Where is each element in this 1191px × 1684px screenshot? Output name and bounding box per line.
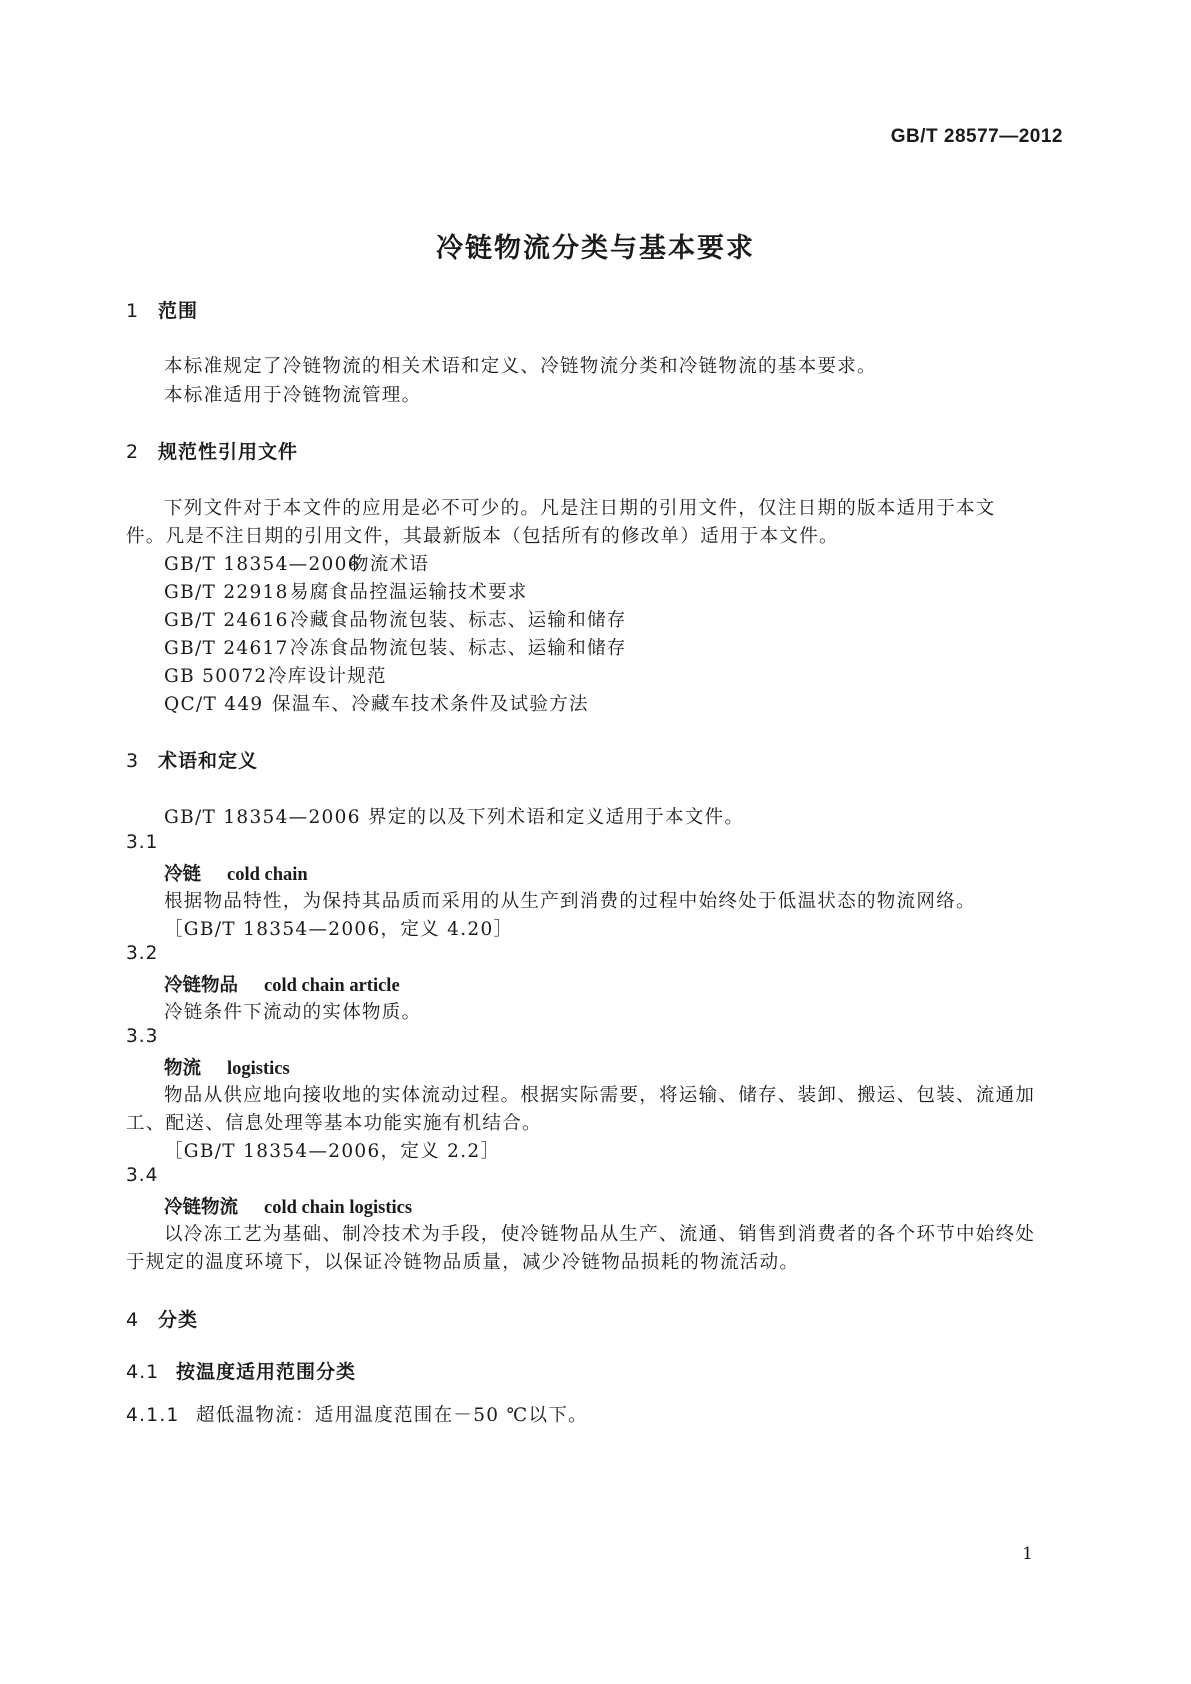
- reference-title: 冷库设计规范: [268, 666, 387, 687]
- section-number: 3: [126, 750, 140, 772]
- subsection-title: 按温度适用范围分类: [176, 1361, 357, 1383]
- paragraph: 本标准适用于冷链物流管理。: [164, 385, 422, 406]
- reference-item: [164, 690, 589, 716]
- reference-title: 物流术语: [350, 554, 430, 575]
- clause-number: 3.4: [126, 1165, 159, 1186]
- page-number: 1: [1022, 1544, 1033, 1564]
- term-heading: [164, 1054, 290, 1080]
- reference-item: [164, 634, 627, 660]
- clause-number: 3.3: [126, 1026, 159, 1047]
- section-number: 1: [126, 300, 140, 322]
- reference-title: 保温车、冷藏车技术条件及试验方法: [272, 694, 589, 715]
- reference-item: [164, 550, 429, 576]
- section-title: 范围: [158, 300, 199, 322]
- term-english: logistics: [227, 1059, 290, 1079]
- term-definition-continued: 于规定的温度环境下，以保证冷链物品质量，减少冷链物品损耗的物流活动。: [126, 1252, 800, 1273]
- section-title: 术语和定义: [158, 750, 259, 772]
- reference-code: GB/T 18354—2006: [164, 554, 361, 575]
- section-2-heading: [126, 437, 298, 464]
- reference-title: 易腐食品控温运输技术要求: [290, 582, 528, 603]
- section-number: 2: [126, 441, 140, 463]
- reference-title: 冷藏食品物流包装、标志、运输和储存: [290, 610, 627, 631]
- section-title: 规范性引用文件: [158, 441, 299, 463]
- paragraph: 下列文件对于本文件的应用是必不可少的。凡是注日期的引用文件，仅注日期的版本适用于本文: [164, 498, 996, 519]
- section-1-heading: [126, 296, 198, 323]
- clause-number: 3.1: [126, 832, 159, 853]
- reference-title: 冷冻食品物流包装、标志、运输和储存: [290, 638, 627, 659]
- reference-item: [164, 578, 528, 604]
- term-definition: 冷链条件下流动的实体物质。: [164, 1002, 422, 1023]
- term-definition-continued: 工、配送、信息处理等基本功能实施有机结合。: [126, 1113, 542, 1134]
- section-title: 分类: [158, 1309, 199, 1331]
- reference-code: GB/T 24616: [164, 610, 289, 631]
- term-english: cold chain article: [264, 976, 400, 996]
- term-english: cold chain: [227, 865, 308, 885]
- term-heading: [164, 860, 308, 886]
- term-definition: 根据物品特性，为保持其品质而采用的从生产到消费的过程中始终处于低温状态的物流网络。: [164, 891, 976, 912]
- section-3-heading: [126, 746, 258, 773]
- term-chinese: 冷链物品: [164, 975, 239, 996]
- term-heading: [164, 1193, 412, 1219]
- section-4-heading: [126, 1305, 198, 1332]
- standard-number: GB/T 28577—2012: [890, 126, 1063, 147]
- subsection-number: 4.1: [126, 1361, 160, 1383]
- clause-number: 4.1.1: [126, 1405, 180, 1426]
- clause-number: 3.2: [126, 943, 159, 964]
- term-source: ［GB/T 18354—2006，定义 2.2］: [164, 1141, 501, 1162]
- term-chinese: 冷链: [164, 864, 202, 885]
- clause-4-1-1: [126, 1401, 588, 1427]
- paragraph-continued: 件。凡是不注日期的引用文件，其最新版本（包括所有的修改单）适用于本文件。: [126, 526, 839, 547]
- reference-code: GB 50072: [164, 666, 268, 687]
- reference-item: [164, 662, 387, 688]
- reference-code: GB/T 22918: [164, 582, 289, 603]
- paragraph: 本标准规定了冷链物流的相关术语和定义、冷链物流分类和冷链物流的基本要求。: [164, 356, 877, 377]
- term-definition: 以冷冻工艺为基础、制冷技术为手段，使冷链物品从生产、流通、销售到消费者的各个环节中始终处: [164, 1224, 1036, 1245]
- reference-item: [164, 606, 627, 632]
- subsection-4-1-heading: [126, 1357, 356, 1384]
- term-chinese: 物流: [164, 1058, 202, 1079]
- paragraph: GB/T 18354—2006 界定的以及下列术语和定义适用于本文件。: [164, 807, 745, 828]
- section-number: 4: [126, 1309, 140, 1331]
- term-heading: [164, 971, 400, 997]
- reference-code: QC/T 449: [164, 694, 264, 715]
- term-definition: 物品从供应地向接收地的实体流动过程。根据实际需要，将运输、储存、装卸、搬运、包装、流通加: [164, 1085, 1036, 1106]
- term-english: cold chain logistics: [264, 1198, 413, 1218]
- term-chinese: 冷链物流: [164, 1197, 239, 1218]
- clause-text: 超低温物流：适用温度范围在－50 ℃以下。: [196, 1405, 588, 1426]
- document-title: 冷链物流分类与基本要求: [436, 233, 755, 264]
- reference-code: GB/T 24617: [164, 638, 289, 659]
- term-source: ［GB/T 18354—2006，定义 4.20］: [164, 919, 514, 940]
